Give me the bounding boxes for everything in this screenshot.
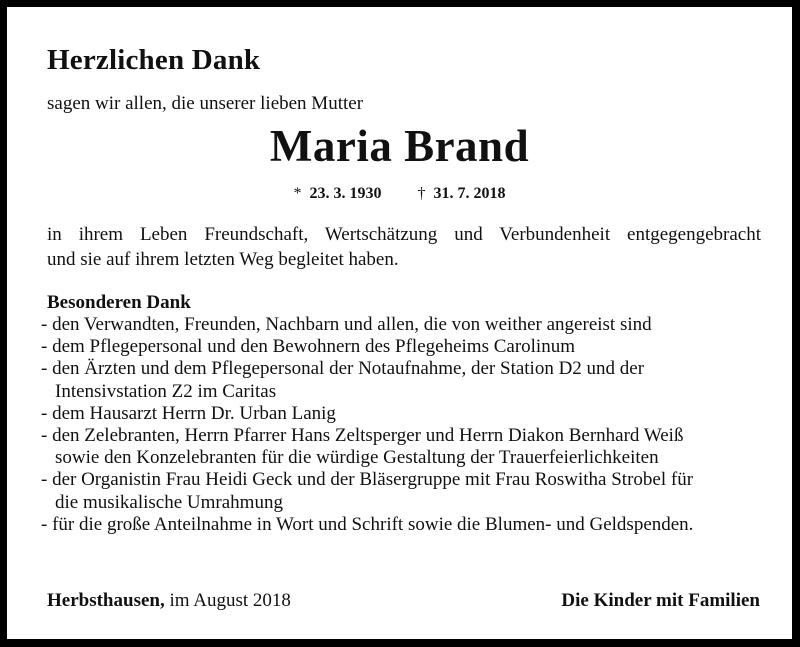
list-item-continuation: die musikalische Umrahmung bbox=[55, 491, 283, 513]
list-item: - dem Hausarzt Herrn Dr. Urban Lanig bbox=[41, 402, 336, 424]
place-date bbox=[47, 590, 291, 612]
special-thanks-heading: Besonderen Dank bbox=[47, 292, 191, 313]
birth-date: 23. 3. 1930 bbox=[309, 185, 382, 202]
paragraph-line-2: und sie auf ihrem letzten Weg begleitet haben. bbox=[47, 249, 399, 270]
special-thanks-list bbox=[41, 314, 771, 536]
signature: Die Kinder mit Familien bbox=[561, 590, 760, 611]
death-cross-icon: † bbox=[417, 185, 426, 202]
list-item: - den Zelebranten, Herrn Pfarrer Hans Zeltsperger und Herrn Diakon Bernhard Weiß bbox=[41, 425, 684, 447]
obituary-thanks-notice bbox=[7, 7, 792, 639]
notice-title: Herzlichen Dank bbox=[47, 44, 261, 76]
intro-text: sagen wir allen, die unserer lieben Mutter bbox=[47, 93, 364, 114]
list-item: - den Ärzten und dem Pflegepersonal der Notaufnahme, der Station D2 und der bbox=[41, 358, 645, 380]
thanks-paragraph bbox=[47, 222, 761, 272]
deceased-name: Maria Brand bbox=[269, 121, 530, 171]
list-item: - den Verwandten, Freunden, Nachbarn und allen, die von weither angereist sind bbox=[41, 314, 652, 335]
list-item: - für die große Anteilnahme in Wort und Schrift sowie die Blumen- und Geldspenden. bbox=[41, 513, 694, 535]
date-line: im August 2018 bbox=[169, 590, 291, 611]
list-item: - dem Pflegepersonal und den Bewohnern des Pflegeheims Carolinum bbox=[41, 336, 575, 358]
list-item-continuation: Intensivstation Z2 im Caritas bbox=[55, 380, 277, 402]
place-name: Herbsthausen, bbox=[47, 590, 165, 611]
paragraph-line-1: in ihrem Leben Freundschaft, Wertschätzung und Verbundenheit entgegengebracht bbox=[47, 224, 761, 245]
death-date: 31. 7. 2018 bbox=[433, 185, 506, 202]
list-item: - der Organistin Frau Heidi Geck und der Bläsergruppe mit Frau Roswitha Strobel für bbox=[41, 469, 694, 491]
birth-star-icon: * bbox=[293, 185, 302, 202]
list-item-continuation: sowie den Konzelebranten für die würdige Gestaltung der Trauerfeierlichkeiten bbox=[55, 447, 659, 469]
life-dates bbox=[7, 185, 792, 203]
